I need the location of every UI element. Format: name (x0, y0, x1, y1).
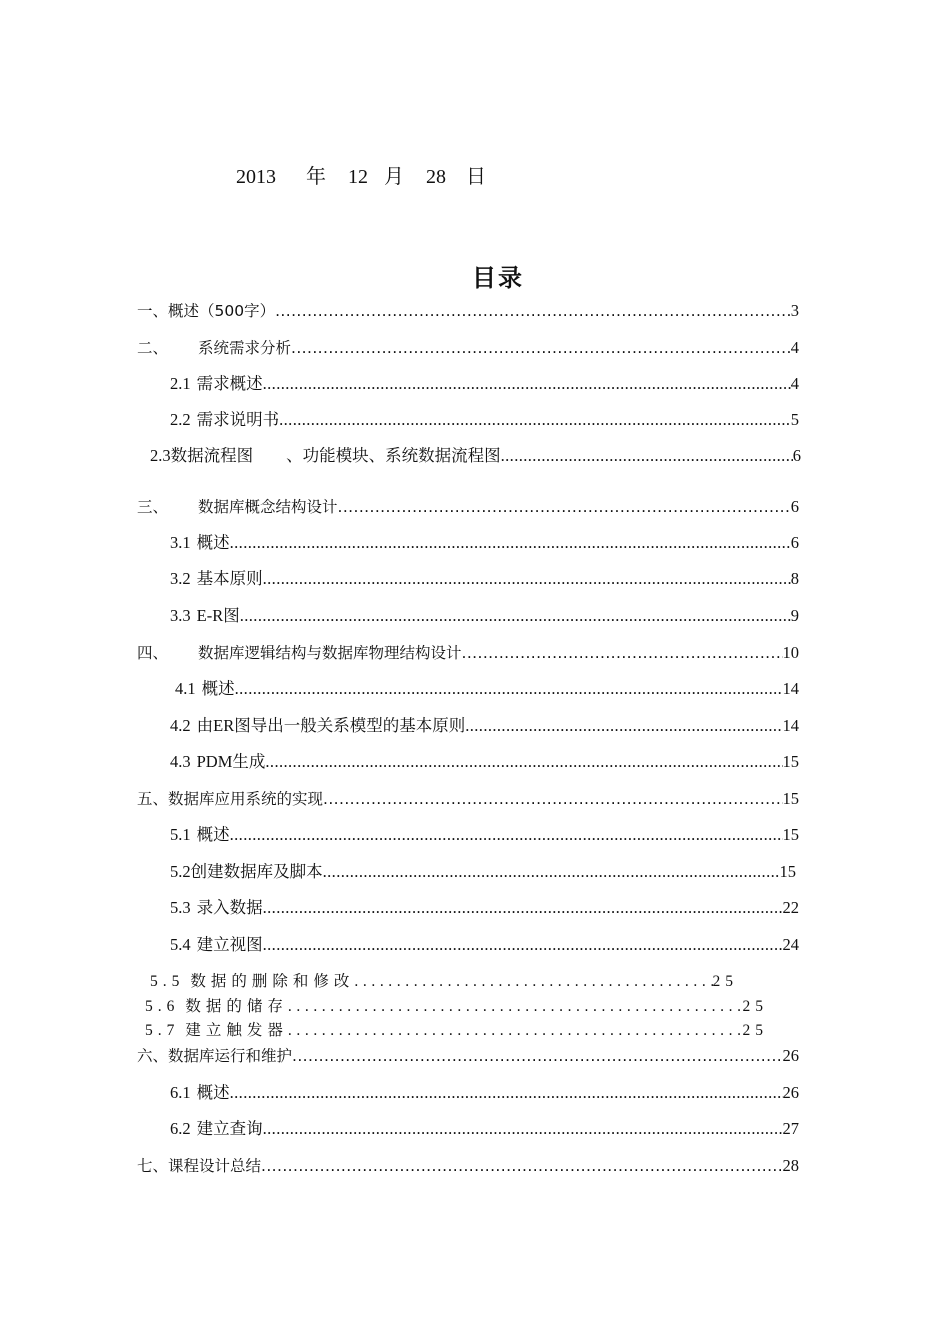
toc-title-text: 创建数据库及脚本 (190, 862, 323, 881)
toc-title-text: 数据库应用系统的实现 (168, 790, 324, 808)
toc-page: 15 (782, 789, 799, 808)
toc-num: 3.3 (170, 606, 191, 625)
toc-leader (235, 677, 783, 701)
date-month: 12 (348, 166, 368, 188)
toc-title-text: 数据库运行和维护 (168, 1047, 293, 1065)
date-month-unit: 月 (384, 166, 404, 188)
toc-title-text: 由ER图导出一般关系模型的基本原则 (196, 716, 466, 735)
toc-entry-2-1[interactable] (170, 372, 799, 396)
toc-page: 15 (782, 825, 799, 844)
toc-entry-5-4[interactable] (170, 933, 799, 957)
toc-entry-2-2[interactable] (170, 408, 799, 432)
toc-entry-4-1[interactable] (175, 677, 799, 701)
toc-num: 二、 (137, 339, 169, 357)
toc-title-text: 概述 (196, 825, 230, 844)
toc-leader (263, 567, 791, 591)
toc-title-text: 需求概述 (196, 374, 263, 393)
toc-page: 25 (742, 998, 768, 1015)
toc-entry-3-2[interactable] (170, 567, 799, 591)
toc-page: 25 (712, 973, 738, 990)
toc-title-text: 系统需求分析 (198, 339, 292, 357)
toc-leader (263, 896, 783, 920)
toc-title: 目录 (472, 264, 524, 292)
toc-entry-4-3[interactable] (170, 750, 799, 774)
toc-page: 26 (782, 1083, 799, 1102)
toc-entry-5-3[interactable] (170, 896, 799, 920)
toc-title-text: PDM生成 (196, 752, 266, 771)
toc-entry-3[interactable] (137, 495, 799, 519)
toc-leader (288, 1019, 743, 1043)
toc-page: 26 (782, 1046, 799, 1065)
toc-entry-3-1[interactable] (170, 531, 799, 555)
toc-entry-2[interactable] (137, 336, 799, 360)
toc-leader (230, 531, 791, 555)
toc-title-text: 数据库概念结构设计 (198, 498, 338, 516)
toc-title-text: E-R图 (196, 606, 240, 625)
toc-title-text: 数据的删除和修改 (190, 973, 355, 990)
toc-num: 5.6 (145, 998, 180, 1015)
toc-num: 七、 (137, 1157, 169, 1175)
toc-page: 8 (790, 569, 799, 588)
toc-num: 5.7 (145, 1022, 180, 1039)
toc-title-text: 建立触发器 (185, 1022, 288, 1039)
toc-leader (240, 604, 791, 628)
toc-page: 6 (792, 446, 801, 465)
toc-page: 24 (782, 935, 799, 954)
toc-title-text: 建立视图 (196, 935, 263, 954)
toc-num: 3.1 (170, 533, 191, 552)
date-year: 2013 (236, 166, 276, 188)
toc-title-text: 数据流程图 、功能模块、系统数据流程图 (170, 446, 501, 465)
toc-title-text: 录入数据 (196, 898, 263, 917)
toc-num: 2.2 (170, 410, 191, 429)
toc-num: 6.2 (170, 1119, 191, 1138)
toc-num: 4.2 (170, 716, 191, 735)
toc-page: 10 (782, 643, 799, 662)
date-line (236, 160, 486, 189)
toc-entry-5-5[interactable] (150, 970, 738, 994)
toc-num: 三、 (137, 498, 169, 516)
toc-entry-6-1[interactable] (170, 1081, 799, 1105)
toc-title-text: 概述（500字） (168, 302, 276, 320)
toc-leader (338, 495, 791, 519)
toc-page: 6 (790, 533, 799, 552)
toc-entry-6-2[interactable] (170, 1117, 799, 1141)
toc-entry-5-6[interactable] (145, 995, 768, 1019)
toc-leader (323, 787, 782, 811)
toc-leader (354, 970, 712, 994)
toc-entry-6[interactable] (137, 1044, 799, 1068)
toc-leader (292, 1044, 782, 1068)
toc-leader (230, 823, 783, 847)
toc-leader (288, 995, 743, 1019)
toc-page: 22 (782, 898, 799, 917)
toc-page: 5 (790, 410, 799, 429)
toc-leader (263, 1117, 783, 1141)
toc-entry-3-3[interactable] (170, 604, 799, 628)
toc-num: 六、 (137, 1047, 169, 1065)
toc-page: 25 (742, 1022, 768, 1039)
toc-entry-1[interactable] (137, 299, 799, 323)
toc-page: 15 (779, 862, 796, 881)
toc-num: 一、 (137, 302, 169, 320)
toc-title-text: 需求说明书 (196, 410, 280, 429)
toc-leader (263, 933, 783, 957)
toc-num: 四、 (137, 644, 169, 662)
toc-page: 27 (782, 1119, 799, 1138)
toc-num: 3.2 (170, 569, 191, 588)
toc-title-text: 数据库逻辑结构与数据库物理结构设计 (198, 644, 462, 662)
toc-leader (261, 1154, 782, 1178)
toc-leader (291, 336, 791, 360)
toc-title-text: 概述 (196, 1083, 230, 1102)
toc-title-text: 建立查询 (196, 1119, 263, 1138)
toc-title-text: 概述 (201, 679, 235, 698)
date-year-unit: 年 (306, 166, 326, 188)
toc-entry-4-2[interactable] (170, 714, 799, 738)
toc-leader (279, 408, 791, 432)
toc-leader (263, 372, 791, 396)
toc-leader (275, 299, 791, 323)
date-day: 28 (426, 166, 446, 188)
toc-leader (230, 1081, 783, 1105)
toc-page: 4 (790, 338, 799, 357)
toc-num: 五、 (137, 790, 169, 808)
toc-page: 4 (790, 374, 799, 393)
toc-num: 5.3 (170, 898, 191, 917)
toc-num: 5.2 (170, 862, 191, 881)
toc-leader (265, 750, 782, 774)
toc-page: 14 (782, 679, 799, 698)
toc-num: 2.1 (170, 374, 191, 393)
toc-num: 4.3 (170, 752, 191, 771)
toc-leader (323, 860, 780, 884)
toc-page: 3 (790, 301, 799, 320)
toc-num: 4.1 (175, 679, 196, 698)
toc-num: 5.4 (170, 935, 191, 954)
toc-entry-5[interactable] (137, 787, 799, 811)
toc-entry-5-2[interactable] (170, 860, 796, 884)
toc-leader (465, 714, 782, 738)
toc-num: 5.1 (170, 825, 191, 844)
toc-num: 2.3 (150, 446, 171, 465)
toc-entry-7[interactable] (137, 1154, 799, 1178)
toc-leader (462, 641, 783, 665)
toc-page: 9 (790, 606, 799, 625)
toc-title-text: 课程设计总结 (168, 1157, 262, 1175)
toc-entry-2-3[interactable] (150, 444, 801, 468)
toc-entry-5-7[interactable] (145, 1019, 768, 1043)
toc-title-text: 基本原则 (196, 569, 263, 588)
toc-page: 6 (790, 497, 799, 516)
toc-page: 14 (782, 716, 799, 735)
toc-title-text: 概述 (196, 533, 230, 552)
date-day-unit: 日 (466, 166, 486, 188)
toc-entry-5-1[interactable] (170, 823, 799, 847)
toc-num: 5.5 (150, 973, 185, 990)
toc-num: 6.1 (170, 1083, 191, 1102)
toc-page: 15 (782, 752, 799, 771)
toc-title-text: 数据的储存 (185, 998, 288, 1015)
toc-entry-4[interactable] (137, 641, 799, 665)
toc-page: 28 (782, 1156, 799, 1175)
toc-leader (501, 444, 793, 468)
